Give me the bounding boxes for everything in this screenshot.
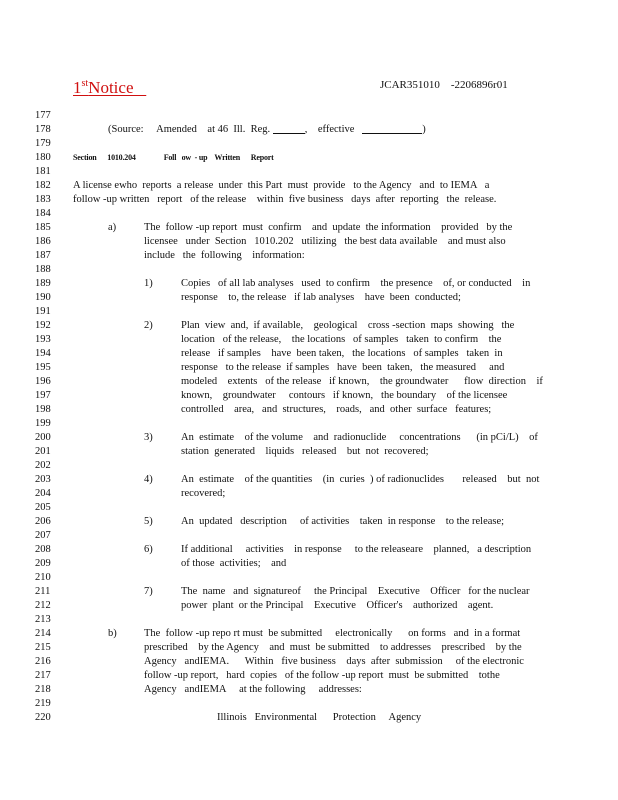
item-a-line-1: The follow -up report must confirm and update the information provided by the [144,222,513,233]
line-number: 198 [35,404,51,415]
reg-blank [273,123,305,134]
sub-item-1-line: response to, the release if lab analyses have been conducted; [181,292,461,303]
source-note [108,123,426,137]
sub-item-6-line: If additional activities in response to the releaseare planned, a description [181,544,532,555]
sub-item-2-label: 2) [144,320,153,331]
line-number: 207 [35,530,51,541]
notice-word: Notice [88,78,134,97]
line-number: 190 [35,292,51,303]
sub-item-4-line: An estimate of the quantities (in curies ) of radionuclides released but not [181,474,540,485]
line-number: 179 [35,138,51,149]
item-b-line: Agency andIEMA. Within five business days after submission of the electronic [144,656,524,667]
line-number: 204 [35,488,51,499]
line-number: 213 [35,614,51,625]
notice-header [73,74,146,98]
line-number: 195 [35,362,51,373]
section-title: Foll ow - up Written Report [163,153,274,162]
line-number: 177 [35,110,51,121]
line-number: 214 [35,628,51,639]
sub-item-1-line: Copies of all lab analyses used to confirm the presence of, or conducted in [181,278,531,289]
line-number: 206 [35,516,51,527]
sub-item-2-line: Plan view and, if available, geological cross -section maps showing the [181,320,515,331]
line-number: 219 [35,698,51,709]
line-number: 209 [35,558,51,569]
item-b-label: b) [108,628,117,639]
item-a-line-2: licensee under Section 1010.202 utilizing the best data available and must also [144,236,506,247]
line-number: 217 [35,670,51,681]
effective-blank [362,123,422,134]
line-number: 182 [35,180,51,191]
sub-item-2-line: release if samples have been taken, the locations of samples taken in [181,348,503,359]
notice-suffix: st [81,78,89,89]
line-number: 188 [35,264,51,275]
sub-item-6-line: of those activities; and [181,558,287,569]
notice-number: 1 [73,78,82,97]
line-number: 196 [35,376,51,387]
source-suffix: ) [422,124,426,135]
line-number: 201 [35,446,51,457]
line-number: 212 [35,600,51,611]
line-number: 203 [35,474,51,485]
sub-item-2-line: controlled area, and structures, roads, and other surface features; [181,404,492,415]
intro-line-1: A license ewho reports a release under this Part must provide to the Agency and to IEMA a [73,180,490,191]
sub-item-1-label: 1) [144,278,153,289]
line-number: 185 [35,222,51,233]
sub-item-5-line: An updated description of activities taken in response to the release; [181,516,505,527]
line-number: 181 [35,166,51,177]
source-prefix: (Source: Amended at 46 Ill. Reg. [108,124,271,135]
line-number: 205 [35,502,51,513]
sub-item-7-line: The name and signatureof the Principal Executive Officer for the nuclear [181,586,530,597]
line-number: 218 [35,684,51,695]
address-line: Illinois Environmental Protection Agency [217,712,422,723]
item-b-line: Agency andIEMA at the following addresses: [144,684,362,695]
line-number: 216 [35,656,51,667]
item-a-label: a) [108,222,117,233]
line-number-column [35,109,55,725]
sub-item-3-label: 3) [144,432,153,443]
sub-item-3-line: An estimate of the volume and radionuclide concentrations (in pCi/L) of [181,432,538,443]
line-number: 210 [35,572,51,583]
sub-item-4-line: recovered; [181,488,226,499]
line-number: 184 [35,208,51,219]
sub-item-2-line: response to the release if samples have been taken, the measured and [181,362,505,373]
line-number: 208 [35,544,51,555]
source-mid: , effective [304,124,355,135]
line-number: 178 [35,124,51,135]
intro-line-2: follow -up written report of the release within five business days after reporting the release. [73,194,497,205]
section-heading [73,151,274,165]
sub-item-6-label: 6) [144,544,153,555]
line-number: 192 [35,320,51,331]
line-number: 199 [35,418,51,429]
line-number: 200 [35,432,51,443]
line-number: 189 [35,278,51,289]
line-number: 191 [35,306,51,317]
sub-item-2-line: location of the release, the locations of samples taken to confirm the [181,334,502,345]
item-b-line: The follow -up repo rt must be submitted electronically on forms and in a format [144,628,521,639]
sub-item-2-line: known, groundwater contours if known, the boundary of the licensee [181,390,508,401]
item-b-line: follow -up report, hard copies of the follow -up report must be submitted tothe [144,670,500,681]
sub-item-7-label: 7) [144,586,153,597]
line-number: 194 [35,348,51,359]
section-number: Section 1010.204 [73,153,136,162]
sub-item-4-label: 4) [144,474,153,485]
sub-item-5-label: 5) [144,516,153,527]
sub-item-2-line: modeled extents of the release if known, the groundwater flow direction if [181,376,543,387]
line-number: 211 [35,586,51,597]
line-number: 180 [35,152,51,163]
line-number: 197 [35,390,51,401]
document-code: JCAR351010 -2206896r01 [380,79,508,91]
line-number: 215 [35,642,51,653]
line-number: 193 [35,334,51,345]
item-b-line: prescribed by the Agency and must be submitted to addresses prescribed by the [144,642,522,653]
line-number: 202 [35,460,51,471]
line-number: 183 [35,194,51,205]
item-a-line-3: include the following information: [144,250,305,261]
line-number: 220 [35,712,51,723]
line-number: 187 [35,250,51,261]
sub-item-7-line: power plant or the Principal Executive Officer's authorized agent. [181,600,494,611]
line-number: 186 [35,236,51,247]
sub-item-3-line: station generated liquids released but not recovered; [181,446,429,457]
